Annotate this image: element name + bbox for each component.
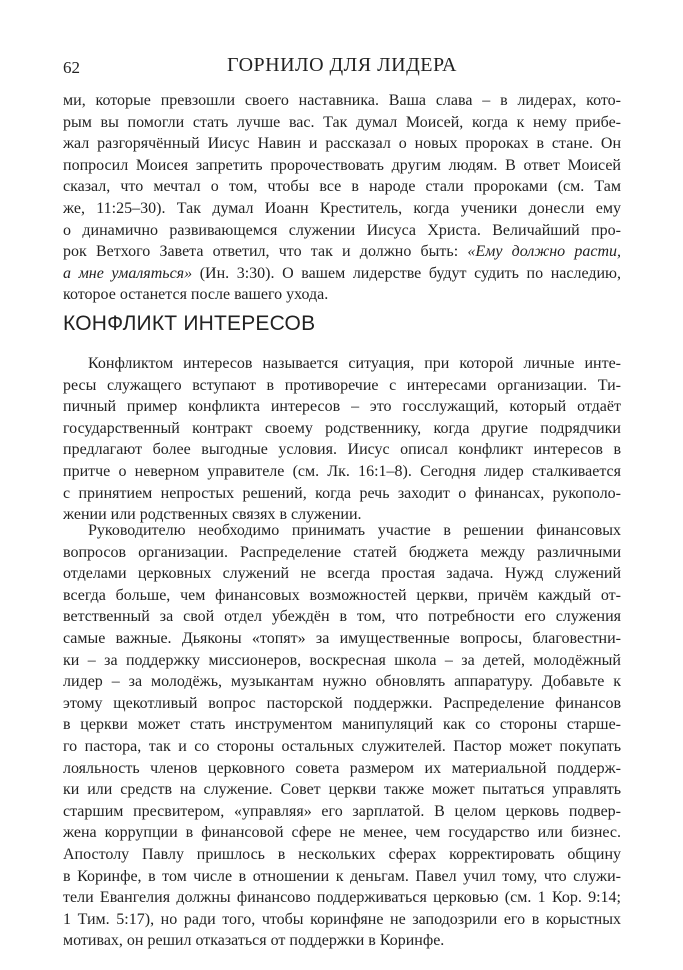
text-line: Руководителю необходимо принимать участие в решении финансовых	[88, 522, 621, 539]
text-line: жена коррупции в финансовой сфере не менее, чем государство или бизнес.	[63, 824, 621, 842]
text-line: всегда больше, чем финансовых возможностей церкви, причём каждый от-	[63, 586, 621, 604]
text-line: жении или родственных связях в служении.	[63, 506, 362, 524]
running-head	[63, 52, 621, 80]
book-title: ГОРНИЛО ДЛЯ ЛИДЕРА	[227, 54, 457, 76]
text-line: пичный пример конфликта интересов – это госслужащий, который отдаёт	[63, 398, 621, 416]
text-line: го пастора, так и со стороны остальных служителей. Пастор может покупать	[63, 737, 621, 755]
text-line: этому щекотливый вопрос пасторской поддержки. Распределение финансов	[63, 694, 621, 712]
text-line: отделами церковных служений не всегда простая задача. Нужд служений	[63, 565, 621, 583]
text-line	[63, 263, 621, 285]
text-line	[63, 241, 621, 263]
quote-italic: а мне умаляться»	[63, 264, 193, 282]
text-run: рок Ветхого Завета ответил, что так и должно быть:	[63, 243, 468, 261]
text-line: же, 11:25–30). Так думал Иоанн Креститель, когда ученики донесли ему	[63, 199, 621, 217]
text-line: лидер – за молодёжь, музыкантам нужно обновлять аппаратуру. Добавьте к	[63, 673, 621, 691]
text-line: Апостолу Павлу пришлось в нескольких сферах корректировать общину	[63, 845, 621, 863]
text-line: ки или средств на служение. Совет церкви также может пытаться управлять	[63, 781, 621, 799]
text-line: ми, которые превзошли своего наставника. Ваша слава – в лидерах, кото-	[63, 92, 621, 109]
text-line: рым вы помогли стать лучше вас. Так думал Моисей, когда к нему прибе-	[63, 113, 621, 131]
text-line: в Коринфе, в том числе в отношении к деньгам. Павел учил тому, что служи-	[63, 867, 621, 885]
text-line: государственный контракт своему родственнику, когда другие подрядчики	[63, 419, 621, 437]
paragraph-finances	[63, 520, 621, 952]
text-line: притче о неверном управителе (см. Лк. 16:1–8). Сегодня лидер сталкивается	[63, 462, 621, 480]
text-line: лояльность членов церковного совета размером их материальной поддерж-	[63, 759, 621, 777]
quote-italic: «Ему должно расти,	[467, 243, 621, 261]
text-run: (Ин. 3:30). О вашем лидерстве будут судить по наследию,	[192, 264, 621, 282]
text-line: предлагают более выгодные условия. Иисус описал конфликт интересов в	[63, 441, 621, 459]
text-line: 1 Тим. 5:17), но ради того, чтобы коринфяне не заподозрили его в корыстных	[63, 910, 621, 928]
text-line: попросил Моисея запретить пророчествовать другим людям. В ответ Моисей	[63, 156, 621, 174]
text-line: ки – за поддержку миссионеров, воскресная школа – за детей, молодёжный	[63, 651, 621, 669]
text-line: старшим пресвитером, «управляя» его зарплатой. В целом церковь подвер-	[63, 802, 621, 820]
text-line: вопросов организации. Распределение статей бюджета между различными	[63, 543, 621, 561]
text-line: сказал, что мечтал о том, чтобы все в народе стали пророками (см. Там	[63, 178, 621, 196]
text-line: тели Евангелия должны финансово поддерживаться церковью (см. 1 Кор. 9:14;	[63, 889, 621, 907]
text-line: о динамично развивающемся служении Иисуса Христа. Величайший про-	[63, 221, 621, 239]
page-number: 62	[63, 58, 80, 77]
text-line: самые важные. Дьяконы «топят» за имущественные вопросы, благовестни-	[63, 629, 621, 647]
section-heading: КОНФЛИКТ ИНТЕРЕСОВ	[63, 312, 316, 335]
text-line: Конфликтом интересов называется ситуация, при которой личные инте-	[88, 355, 621, 372]
text-line: жал разгорячённый Иисус Навин и рассказал о новых пророках в стане. Он	[63, 135, 621, 153]
text-line: с принятием непростых решений, когда речь заходит о финансах, рукополо-	[63, 484, 621, 502]
text-line: которое останется после вашего ухода.	[63, 286, 329, 304]
text-line: в церкви может стать инструментом манипуляций как со стороны старше-	[63, 716, 621, 734]
text-line: ветственный за свой отдел убеждён в том, что потребности его служения	[63, 608, 621, 626]
text-line: ресы служащего вступают в противоречие с интересами организации. Ти-	[63, 376, 621, 394]
paragraph-definition	[63, 353, 621, 526]
text-line: мотивах, он решил отказаться от поддержки в Коринфе.	[63, 932, 445, 950]
paragraph-legacy	[63, 90, 621, 306]
